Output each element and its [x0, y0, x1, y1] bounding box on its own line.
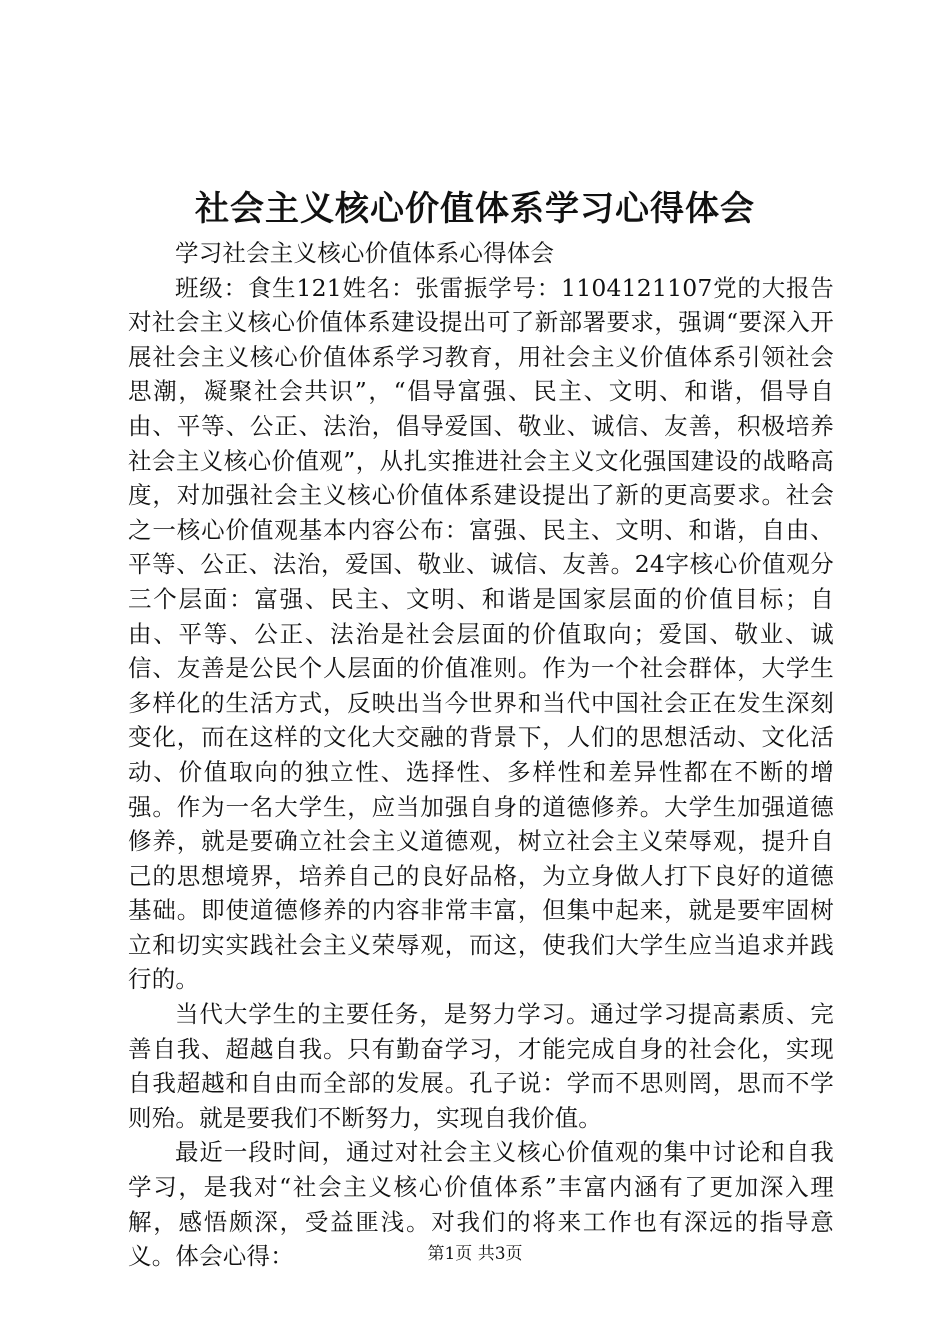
document-body — [128, 236, 834, 1274]
body-paragraph: 最近一段时间，通过对社会主义核心价值观的集中讨论和自我学习，是我对“社会主义核心价值体系”丰富内涵有了更加深入理解，感悟颇深，受益匪浅。对我们的将来工作也有深远的指导意义。体会心得： — [128, 1138, 834, 1271]
document-title: 社会主义核心价值体系学习心得体会 — [195, 189, 755, 229]
subtitle-paragraph: 学习社会主义核心价值体系心得体会 — [175, 239, 555, 267]
body-paragraph: 当代大学生的主要任务，是努力学习。通过学习提高素质、完善自我、超越自我。只有勤奋学习，才能完成自身的社会化，实现自我超越和自由而全部的发展。孔子说：学而不思则罔，思而不学则殆。就是要我们不断努力，实现自我价值。 — [128, 1000, 834, 1132]
page-number-footer: 第1页 共3页 — [427, 1244, 523, 1264]
body-paragraph: 班级：食生121姓名：张雷振学号：1104121107党的大报告对社会主义核心价值体系建设提出可了新部署要求，强调“要深入开展社会主义核心价值体系学习教育，用社会主义价值体系引领社会思潮，凝聚社会共识”，“倡导富强、民主、文明、和谐，倡导自由、平等、公正、法治，倡导爱国、敬业、诚信、友善，积极培养社会主义核心价值观”，从扎实推进社会主义文化强国建设的战略高度，对加强社会主义核心价值体系建设提出了新的更高要求。社会之一核心价值观基本内容公布：富强、民主、文明、和谐，自由、平等、公正、法治，爱国、敬业、诚信、友善。24字核心价值观分三个层面：富强、民主、文明、和谐是国家层面的价值目标；自由、平等、公正、法治是社会层面的价值取向；爱国、敬业、诚信、友善是公民个人层面的价值准则。作为一个社会群体，大学生多样化的生活方式，反映出当今世界和当代中国社会正在发生深刻变化，而在这样的文化大交融的背景下，人们的思想活动、文化活动、价值取向的独立性、选择性、多样性和差异性都在不断的增强。作为一名大学生，应当加强自身的道德修养。大学生加强道德修养，就是要确立社会主义道德观，树立社会主义荣辱观，提升自己的思想境界，培养自己的良好品格，为立身做人打下良好的道德基础。即使道德修养的内容非常丰富，但集中起来，就是要牢固树立和切实实践社会主义荣辱观，而这，使我们大学生应当追求并践行的。 — [128, 273, 834, 994]
